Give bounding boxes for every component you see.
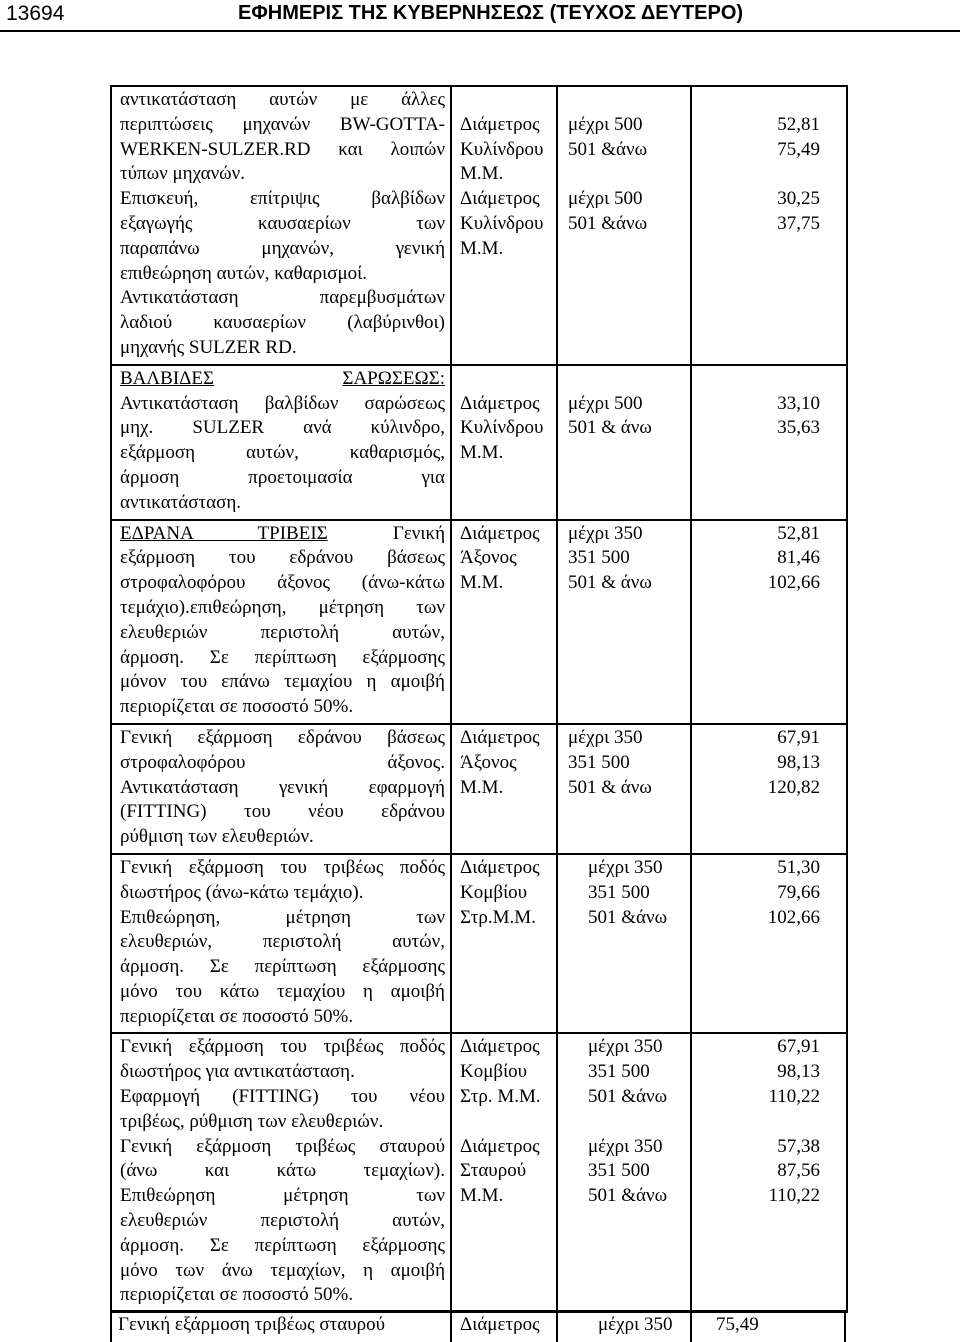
description-cell <box>111 724 451 854</box>
text-line: 351 500 <box>588 1061 650 1083</box>
text-line: Αντικατάσταση γενική εφαρμογή <box>120 776 445 798</box>
text-line: 351 500 <box>568 547 630 569</box>
description-cell <box>111 1033 451 1312</box>
text-line: Μ.Μ. <box>460 572 504 594</box>
text-line: Γενική εξάρμοση εδράνου βάσεως <box>120 726 445 748</box>
range-cell <box>557 86 691 365</box>
text-line: 110,22 <box>768 1185 820 1207</box>
text-line: Κομβίου <box>460 881 528 903</box>
text-line: Διάμετρος <box>460 188 540 210</box>
text-line: 98,13 <box>777 751 820 773</box>
table-row <box>111 365 847 520</box>
dimension-cell <box>451 86 557 365</box>
gazette-title: ΕΦΗΜΕΡΙΣ ΤΗΣ ΚΥΒΕΡΝΗΣΕΩΣ (ΤΕΥΧΟΣ ΔΕΥΤΕΡΟ) <box>238 2 744 24</box>
text-line: 35,63 <box>777 417 820 439</box>
table-row <box>111 520 847 724</box>
text-line: 33,10 <box>777 392 820 414</box>
text-line: τριβέως, ρύθμιση των ελευθεριών. <box>120 1110 384 1132</box>
text-line: (FITTING) του νέου εδράνου <box>120 801 445 823</box>
text-line: 57,38 <box>777 1135 820 1157</box>
text-line: μέχρι 350 <box>568 522 643 544</box>
text-line: 501 &άνω <box>588 1185 668 1207</box>
range-cell <box>557 724 691 854</box>
price-cell <box>691 1033 847 1312</box>
text-line: 351 500 <box>588 1160 650 1182</box>
text-line: μέχρι 350 <box>588 1135 663 1157</box>
text-line: Γενική εξάρμοση του τριβέως ποδός <box>120 1036 445 1058</box>
text-line: Μ.Μ. <box>460 776 504 798</box>
text-line: 110,22 <box>768 1086 820 1108</box>
price-cell: 75,49 <box>716 1314 759 1335</box>
text-line: στροφαλοφόρου άξονος (άνω-κάτω <box>120 572 445 594</box>
text-line: περιορίζεται σε ποσοστό 50%. <box>120 696 354 718</box>
page-header <box>0 0 960 28</box>
text-line: διωστήρος (άνω-κάτω τεμάχιο). <box>120 881 364 903</box>
text-line: ελευθεριών, περιστολή αυτών, <box>120 931 445 953</box>
text-line: 120,82 <box>767 776 820 798</box>
text-line: 67,91 <box>777 1036 820 1058</box>
text-line: 501 &άνω <box>568 212 648 234</box>
text-line: 351 500 <box>588 881 650 903</box>
dimension-cell: Διάμετρος <box>460 1314 540 1335</box>
text-line: 501 & άνω <box>568 572 652 594</box>
text-line: Σταυρού <box>460 1160 527 1182</box>
text-line: Γενική εξάρμοση του τριβέως ποδός <box>120 856 445 878</box>
text-line: Διάμετρος <box>460 856 540 878</box>
text-line: τεμάχιο).επιθεώρηση, μέτρηση των <box>120 596 445 618</box>
text-line: άρμοση προετοιμασία για <box>120 466 445 488</box>
text-line: Γενική εξάρμοση τριβέως σταυρού <box>120 1135 445 1157</box>
text-line: 102,66 <box>767 572 820 594</box>
range-cell <box>557 1033 691 1312</box>
text-line: 98,13 <box>777 1061 820 1083</box>
text-line: ρύθμιση των ελευθεριών. <box>120 826 314 848</box>
text-line: 30,25 <box>777 188 820 210</box>
range-cell <box>557 365 691 520</box>
price-cell <box>691 365 847 520</box>
price-cell <box>691 86 847 365</box>
text-line: μέχρι 500 <box>568 113 643 135</box>
text-line: εξάρμοση του εδράνου βάσεως <box>120 547 445 569</box>
text-line: 52,81 <box>777 113 820 135</box>
description-cell: Γενική εξάρμοση τριβέως σταυρού <box>118 1314 386 1335</box>
range-cell <box>557 854 691 1034</box>
text-line: Στρ. Μ.Μ. <box>460 1086 541 1108</box>
text-line: Μ.Μ. <box>460 1185 504 1207</box>
text-line: 501 & άνω <box>568 776 652 798</box>
header-rule <box>0 30 960 32</box>
text-line: τύπων μηχανών. <box>120 163 246 185</box>
text-line: περιορίζεται σε ποσοστό 50%. <box>120 1005 354 1027</box>
text-line: Εφαρμογή (FITTING) του νέου <box>120 1086 445 1108</box>
text-line: Άξονος <box>460 547 517 569</box>
text-line: αντικατάσταση. <box>120 491 242 513</box>
text-line: Μ.Μ. <box>460 237 504 259</box>
dimension-cell <box>451 365 557 520</box>
text-line: ελευθεριών περιστολή αυτών, <box>120 1210 445 1232</box>
text-line: μέχρι 500 <box>568 188 643 210</box>
range-cell: μέχρι 350 <box>598 1314 673 1335</box>
text-line: μόνο των άνω τεμαχίων, η αμοιβή <box>120 1259 445 1281</box>
text-line: μέχρι 350 <box>568 726 643 748</box>
text-line: μέχρι 500 <box>568 392 643 414</box>
text-line: Κυλίνδρου <box>460 212 544 234</box>
text-line: Διάμετρος <box>460 522 540 544</box>
table-row-continued <box>110 1310 846 1342</box>
text-line: εξάρμοση αυτών, καθαρισμός, <box>120 442 445 464</box>
text-line: 501 &άνω <box>588 906 668 928</box>
text-line: 501 &άνω <box>568 138 648 160</box>
dimension-cell <box>451 1033 557 1312</box>
text-line: άρμοση. Σε περίπτωση εξάρμοσης <box>120 646 445 668</box>
text-line: Άξονος <box>460 751 517 773</box>
text-line: Κυλίνδρου <box>460 417 544 439</box>
text-line: μηχ. SULZER ανά κύλινδρο, <box>120 417 445 439</box>
range-cell <box>557 520 691 724</box>
text-line: μέχρι 350 <box>588 1036 663 1058</box>
text-line: μέχρι 350 <box>588 856 663 878</box>
text-line: Διάμετρος <box>460 726 540 748</box>
divider <box>110 1310 846 1312</box>
section-heading: ΒΑΛΒΙΔΕΣ ΣΑΡΩΣΕΩΣ: <box>120 367 445 389</box>
section-heading: ΕΔΡΑΝΑ ΤΡΙΒΕΙΣ Γενική <box>120 522 446 544</box>
text-line: περιπτώσεις μηχανών BW-GOTTA- <box>120 113 445 135</box>
text-line: Επιθεώρηση, μέτρηση των <box>120 906 445 928</box>
text-line: περιορίζεται σε ποσοστό 50%. <box>120 1284 354 1306</box>
table-row <box>111 854 847 1034</box>
text-line: Κομβίου <box>460 1061 528 1083</box>
price-cell <box>691 854 847 1034</box>
rates-table-body <box>111 86 847 1312</box>
text-line: Μ.Μ. <box>460 442 504 464</box>
page-number: 13694 <box>6 2 65 25</box>
text-line: Επισκευή, επίτριψις βαλβίδων <box>120 188 445 210</box>
price-cell <box>691 724 847 854</box>
text-line: 52,81 <box>777 522 820 544</box>
price-cell <box>691 520 847 724</box>
description-cell <box>111 365 451 520</box>
text-line: μηχανής SULZER RD. <box>120 336 297 358</box>
text-line: παραπάνω μηχανών, γενική <box>120 237 445 259</box>
text-line: 87,56 <box>777 1160 820 1182</box>
text-line: Αντικατάσταση παρεμβυσμάτων <box>120 287 445 309</box>
description-cell <box>111 854 451 1034</box>
text-line: WERKEN-SULZER.RD και λοιπών <box>120 138 445 160</box>
text-line: λαδιού καυσαερίων (λαβύρινθοι) <box>120 312 445 334</box>
table-row <box>111 1033 847 1312</box>
text-line: επιθεώρηση αυτών, καθαρισμοί. <box>120 262 368 284</box>
dimension-cell <box>451 854 557 1034</box>
text-line: εξαγωγής καυσαερίων των <box>120 212 445 234</box>
text-line: Διάμετρος <box>460 392 540 414</box>
text-line: Αντικατάσταση βαλβίδων σαρώσεως <box>120 392 445 414</box>
text-line: 51,30 <box>777 856 820 878</box>
text-line: 501 & άνω <box>568 417 652 439</box>
text-line: Διάμετρος <box>460 113 540 135</box>
text-line: 67,91 <box>777 726 820 748</box>
table-row <box>111 724 847 854</box>
text-line: ελευθεριών περιστολή αυτών, <box>120 621 445 643</box>
text-line: Διάμετρος <box>460 1036 540 1058</box>
text-line: 501 &άνω <box>588 1086 668 1108</box>
dimension-cell <box>451 724 557 854</box>
text-line: μόνο του κάτω τεμαχίου η αμοιβή <box>120 980 445 1002</box>
text-line: άρμοση. Σε περίπτωση εξάρμοσης <box>120 956 445 978</box>
description-cell <box>111 520 451 724</box>
description-cell <box>111 86 451 365</box>
text-line: 102,66 <box>767 906 820 928</box>
text-line: 37,75 <box>777 212 820 234</box>
text-line: διωστήρος για αντικατάσταση. <box>120 1061 355 1083</box>
dimension-cell <box>451 520 557 724</box>
table-row <box>111 86 847 365</box>
text-line: 351 500 <box>568 751 630 773</box>
text-line: μόνον του επάνω τεμαχίου η αμοιβή <box>120 671 445 693</box>
text-line: άρμοση. Σε περίπτωση εξάρμοσης <box>120 1234 445 1256</box>
text-line: 79,66 <box>777 881 820 903</box>
text-line: στροφαλοφόρου άξονος. <box>120 751 445 773</box>
text-line: (άνω και κάτω τεμαχίων). <box>120 1160 445 1182</box>
text-line: Στρ.Μ.Μ. <box>460 906 536 928</box>
text-line: αντικατάσταση αυτών με άλλες <box>120 89 445 110</box>
text-line: Μ.Μ. <box>460 163 504 185</box>
text-line: Διάμετρος <box>460 1135 540 1157</box>
rates-table <box>110 85 848 1313</box>
text-line: Επιθεώρηση μέτρηση των <box>120 1185 445 1207</box>
text-line: Κυλίνδρου <box>460 138 544 160</box>
text-line: 75,49 <box>777 138 820 160</box>
text-line: 81,46 <box>777 547 820 569</box>
